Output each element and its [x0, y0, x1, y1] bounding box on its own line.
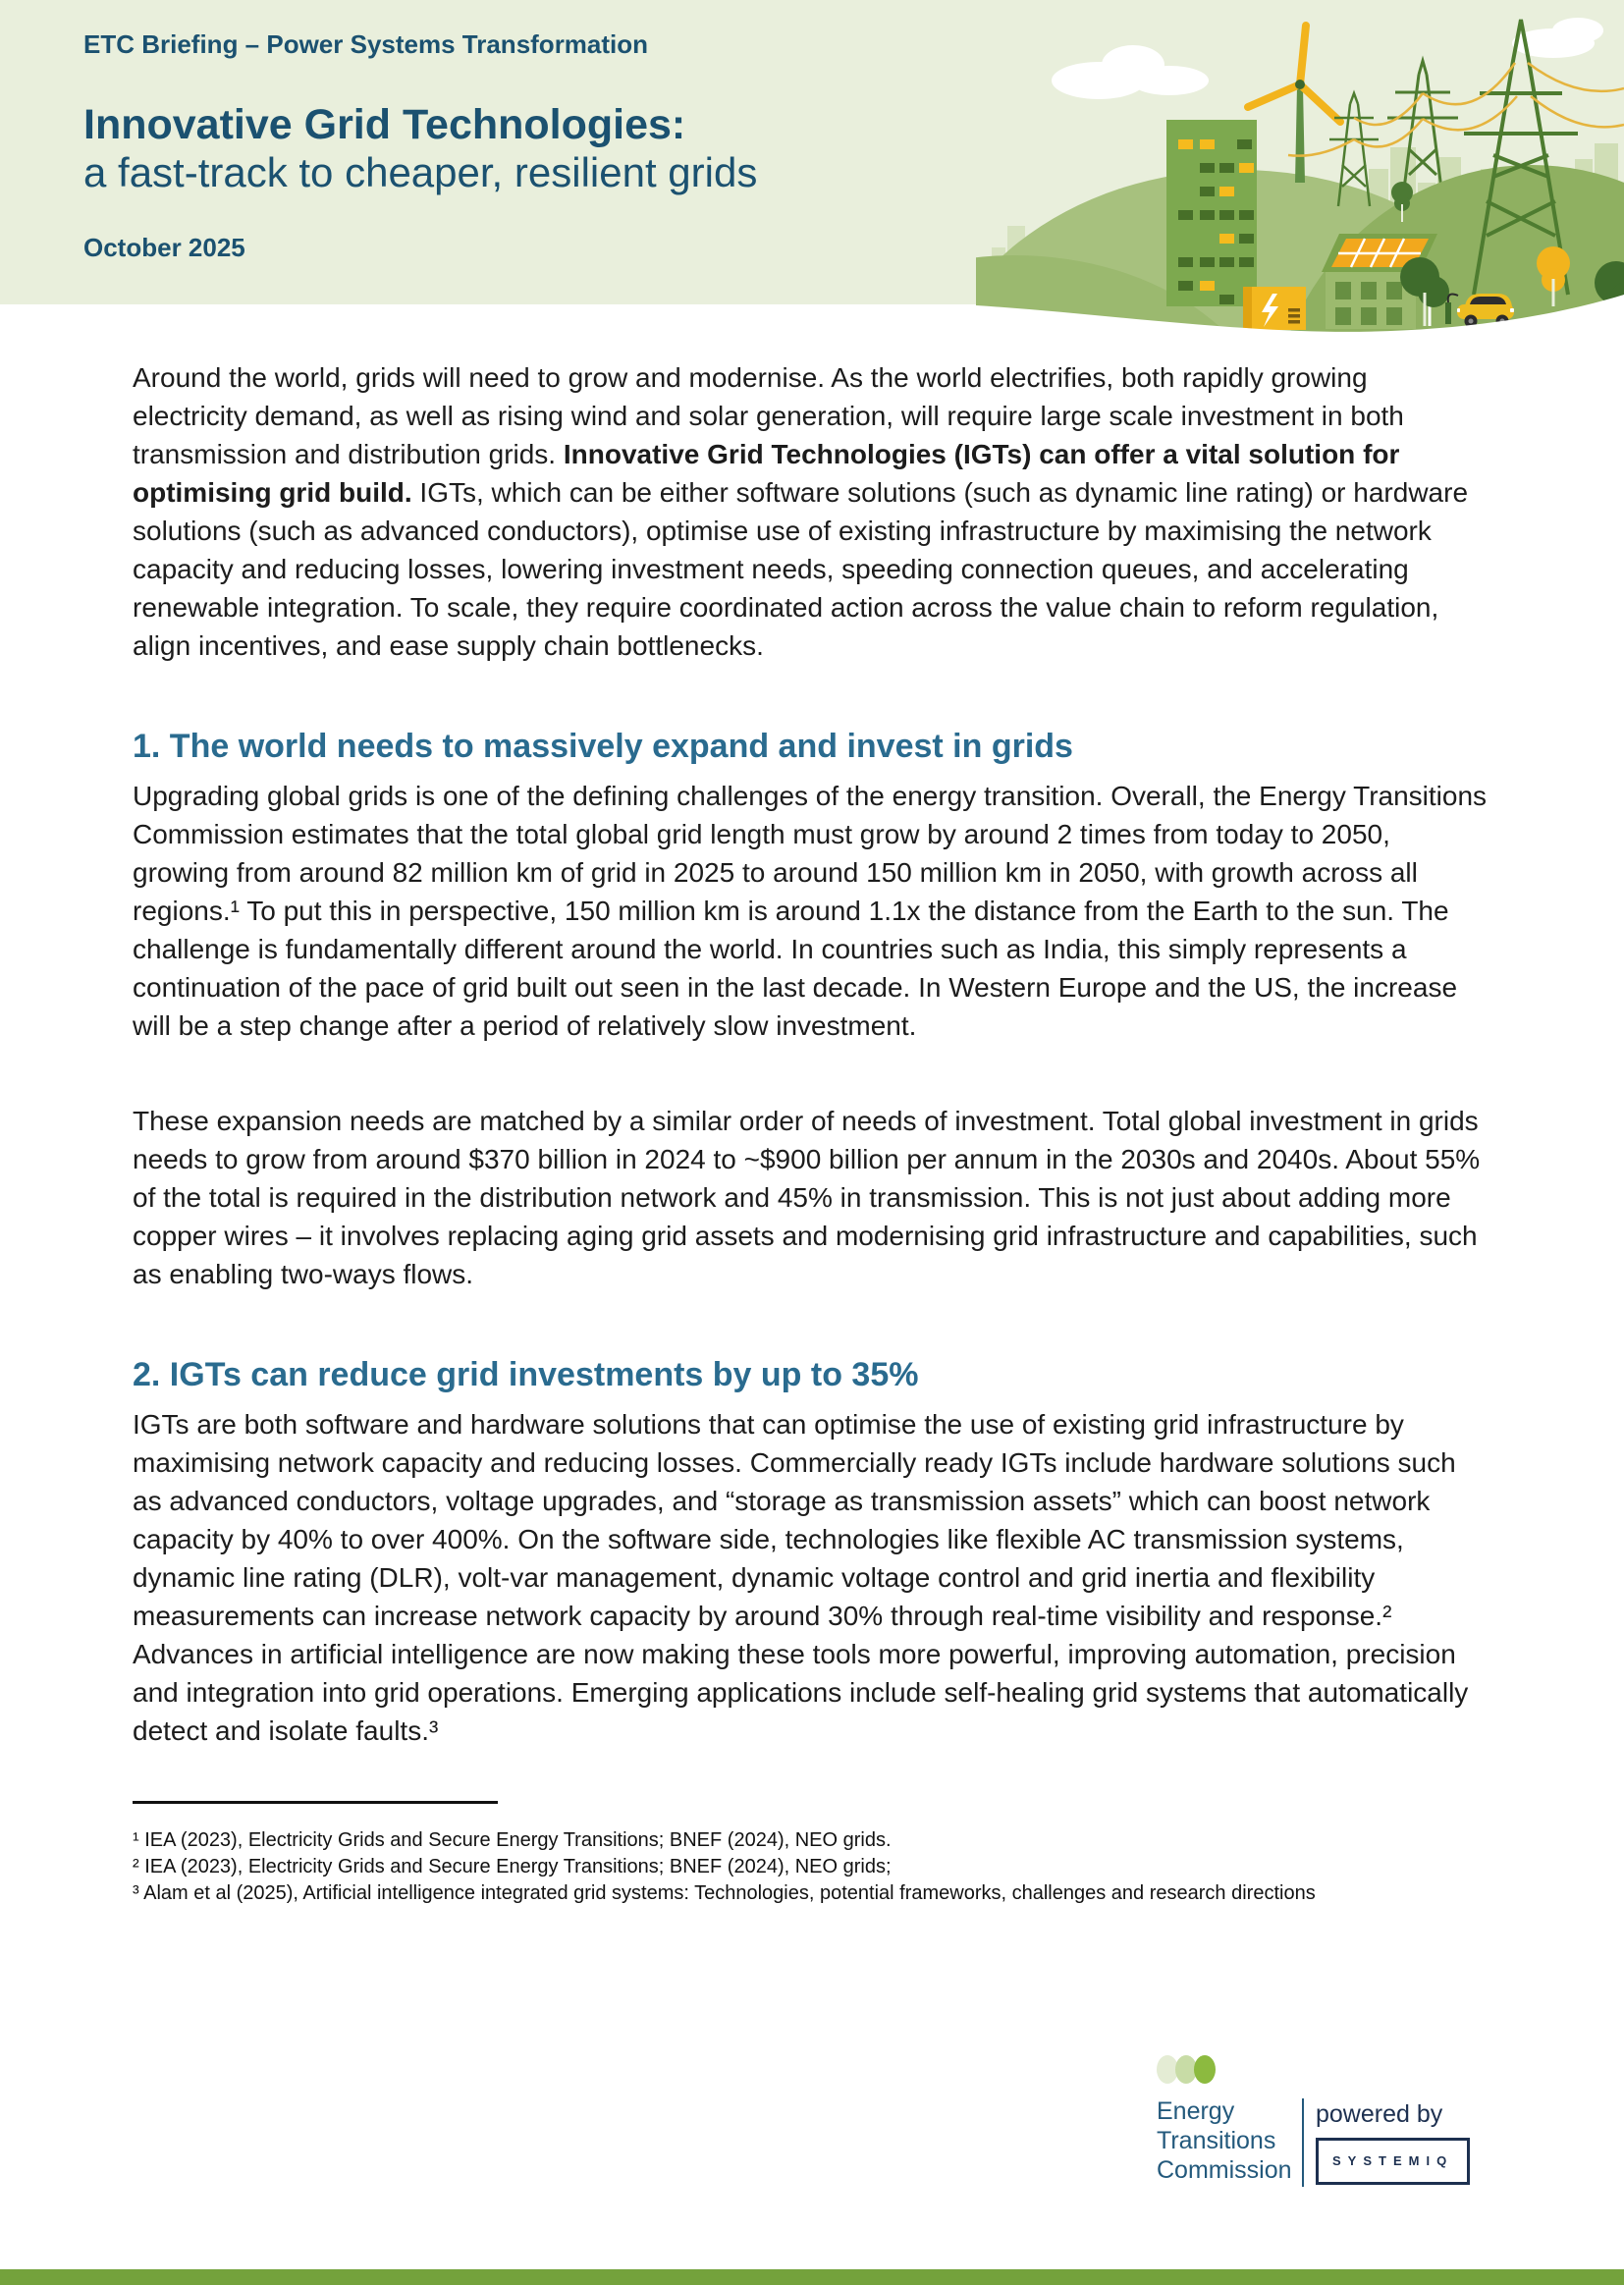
substation-icon: [1243, 287, 1306, 330]
logo-divider: [1302, 2098, 1304, 2187]
footnote-divider: [133, 1801, 498, 1804]
footnote-1: ¹ IEA (2023), Electricity Grids and Secure Energy Transitions; BNEF (2024), NEO grids.: [133, 1829, 892, 1851]
document-date: October 2025: [83, 233, 245, 262]
grid-landscape-illustration: [976, 0, 1624, 334]
etc-logo-wordmark: [1157, 2096, 1292, 2185]
section-1-paragraph-1: Upgrading global grids is one of the defining challenges of the energy transition. Overall, the Energy Transitions Commission estimates that the total global grid length must grow by around 2 times from today to 2050, growing from around 82 million km of grid in 2025 to around 150 million km in 2050, with growth across all regions.¹ To put this in perspective, 150 million km is around 1.1x the distance from the Earth to the sun. The challenge is fundamentally different around the world. In countries such as India, this simply represents a continuation of the pace of grid built out seen in the last decade. In Western Europe and the US, the increase will be a step change after a period of relatively slow investment.: [133, 781, 1488, 1041]
intro-paragraph: Around the world, grids will need to grow and modernise. As the world electrifies, both rapidly growing electricity demand, as well as rising wind and solar generation, will require large scale investment in both transmission and distribution grids. Innovative Grid Technologies (IGTs) can offer a vital solution for optimising grid build. IGTs, which can be either software solutions (such as dynamic line rating) or hardware solutions (such as advanced conductors), optimise use of existing infrastructure by maximising the network capacity and reducing losses, lowering investment needs, speeding connection queues, and accelerating renewable integration. To scale, they require coordinated action across the value chain to reform regulation, align incentives, and ease supply chain bottlenecks.: [133, 362, 1469, 661]
section-2-paragraph-1: IGTs are both software and hardware solutions that can optimise the use of existing grid infrastructure by maximising network capacity and reducing losses. Commercially ready IGTs include hardware solutions such as advanced conductors, voltage upgrades, and “storage as transmission assets” which can boost network capacity by 40% to over 400%. On the software side, technologies like flexible AC transmission systems, dynamic line rating (DLR), volt-var management, dynamic voltage control and grid inertia and flexibility measurements can increase network capacity by around 30% through real-time visibility and response.² Advances in artificial intelligence are now making these tools more powerful, improving automation, precision and integration into grid operations. Emerging applications include self-healing grid systems that automatically detect and isolate faults.³: [133, 1409, 1469, 1746]
etc-logo-dots-icon: [1157, 2055, 1213, 2084]
etc-wordmark-line1: Energy: [1157, 2097, 1235, 2125]
powered-by-label: powered by: [1316, 2100, 1443, 2128]
section-1-paragraph-2: These expansion needs are matched by a similar order of needs of investment. Total global investment in grids needs to grow from around $370 billion in 2024 to ~$900 billion per annum in the 2030s and 2040s. About 55% of the total is required in the distribution network and 45% in transmission. This is not just about adding more copper wires – it involves replacing aging grid assets and modernising grid infrastructure and capabilities, such as enabling two-ways flows.: [133, 1106, 1481, 1289]
systemiq-wordmark: SYSTEMIQ: [1332, 2153, 1454, 2168]
apartment-building-icon: [1166, 120, 1257, 306]
document-body: [133, 304, 1488, 1907]
etc-wordmark-line3: Commission: [1157, 2156, 1292, 2184]
footer-logos: [1129, 2055, 1561, 2203]
section-1-heading: 1. The world needs to massively expand and invest in grids: [133, 728, 1073, 765]
page-title-line1: Innovative Grid Technologies:: [83, 101, 686, 148]
document-eyebrow: ETC Briefing – Power Systems Transformation: [83, 29, 649, 59]
etc-wordmark-line2: Transitions: [1157, 2127, 1276, 2154]
section-2-heading: 2. IGTs can reduce grid investments by up to 35%: [133, 1356, 919, 1393]
systemiq-logo: [1316, 2100, 1470, 2185]
page-title-line2: a fast-track to cheaper, resilient grids: [83, 149, 758, 195]
footnote-3: ³ Alam et al (2025), Artificial intelligence integrated grid systems: Technologies, potential frameworks, challenges and research directions: [133, 1882, 1316, 1904]
systemiq-box: [1316, 2138, 1470, 2185]
footer-bar: [0, 2269, 1624, 2285]
footnote-2: ² IEA (2023), Electricity Grids and Secure Energy Transitions; BNEF (2024), NEO grids;: [133, 1856, 892, 1877]
